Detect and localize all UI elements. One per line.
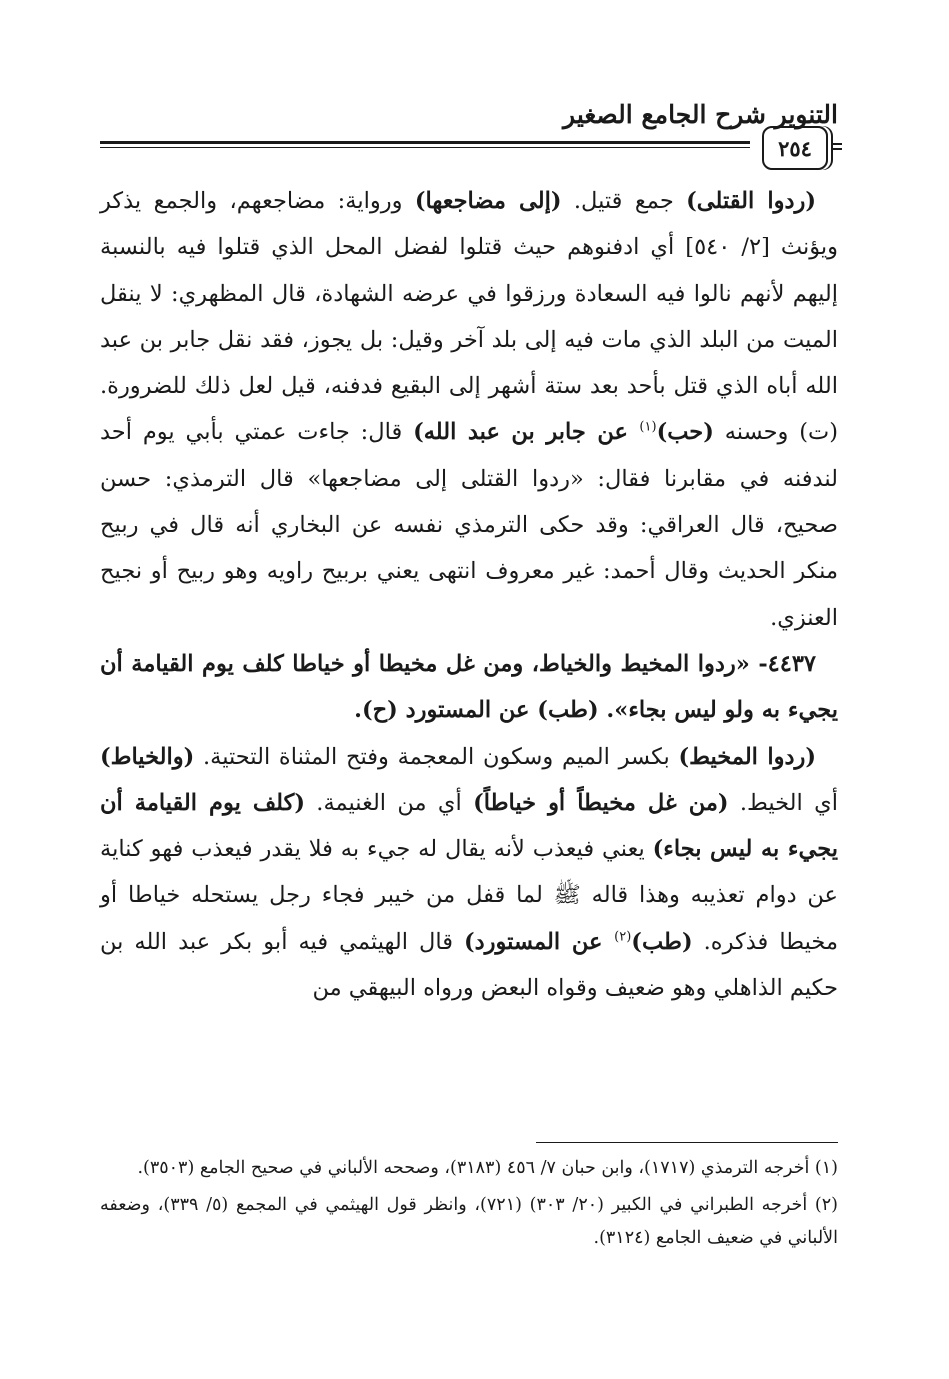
hadith-4437: ٤٤٣٧- «ردوا المخيط والخياط، ومن غل مخيطا أو خياطا كلف يوم القيامة أن يجيء به ولو ليس بجاء». (طب) عن المستورد (ح). [100,650,838,724]
footnote-ref-1[interactable]: (١) [639,419,657,435]
footnote-1: (١) أخرجه الترمذي (١٧١٧)، وابن حبان ٧/ ٤٥٦ (٣١٨٣)، وصححه الألباني في صحيح الجامع (٣٥٠٣). [137,1158,838,1178]
commentary-paragraph-1: (ردوا القتلى) جمع قتيل. (إلى مضاجعها) ورواية: مضاجعهم، والجمع يذكر ويؤنث [٢/ ٥٤٠] أي ادفنوهم حيث قتلوا لفضل المحل الذي قتلوا فيه بالنسبة إليهم لأنهم نالوا فيه السعادة ورزقوا في عرضه الشهادة، قال المظهري: لا ينقل الميت من البلد الذي مات فيه إلى بلد آخر وقيل: بل يجوز، فقد نقل جابر بن عبد الله أباه الذي قتل بأحد بعد ستة أشهر إلى البقيع فدفنه، قيل لعل ذلك للضرورة. (ت) وحسنه (حب)$^{(١)}$ عن جابر بن عبد الله) قال: جاءت عمتي بأبي يوم أحد لندفنه في مقابرنا فقال: «ردوا القتلى إلى مضاجعها» قال الترمذي: حسن صحيح، قال العراقي: وقد حكى الترمذي نفسه عن البخاري أنه قال في ربيح منكر الحديث وقال أحمد: غير معروف انتهى يعني بربيح راويه وهو ربيح أو نجيح العنزي. [100,188,838,631]
header-ornament [832,143,842,150]
footnote-2: (٢) أخرجه الطبراني في الكبير (٢٠/ ٣٠٣) (٧٢١)، وانظر قول الهيثمي في المجمع (٥/ ٣٣٩)، وضعفه الألباني في ضعيف الجامع (٣١٢٤). [100,1195,838,1248]
footnotes [100,1152,838,1259]
page-number-badge: ٢٥٤ [762,126,828,170]
main-text [100,178,838,1011]
footnote-ref-2[interactable]: (٢) [614,929,632,945]
running-header-title: التنوير شرح الجامع الصغير [563,100,838,129]
commentary-paragraph-2: (ردوا المخيط) بكسر الميم وسكون المعجمة وفتح المثناة التحتية. (والخياط) أي الخيط. (من غل مخيطاً أو خياطاً) أي من الغنيمة. (كلف يوم القيامة أن يجيء به ليس بجاء) يعني فيعذب لأنه يقال له جيء به فلا يقدر فيعذب فهو كناية عن دوام تعذيبه وهذا قاله ﷺ لما قفل من خيبر فجاء رجل يستحله خياطا أو مخيطا فذكره. (طب)$^{(٢)}$ عن المستورد) قال الهيثمي فيه أبو بكر عبد الله بن حكيم الذاهلي وهو ضعيف وقواه البعض ورواه البيهقي من [100,743,838,1002]
footnote-divider [536,1142,838,1143]
header-divider [100,141,750,148]
